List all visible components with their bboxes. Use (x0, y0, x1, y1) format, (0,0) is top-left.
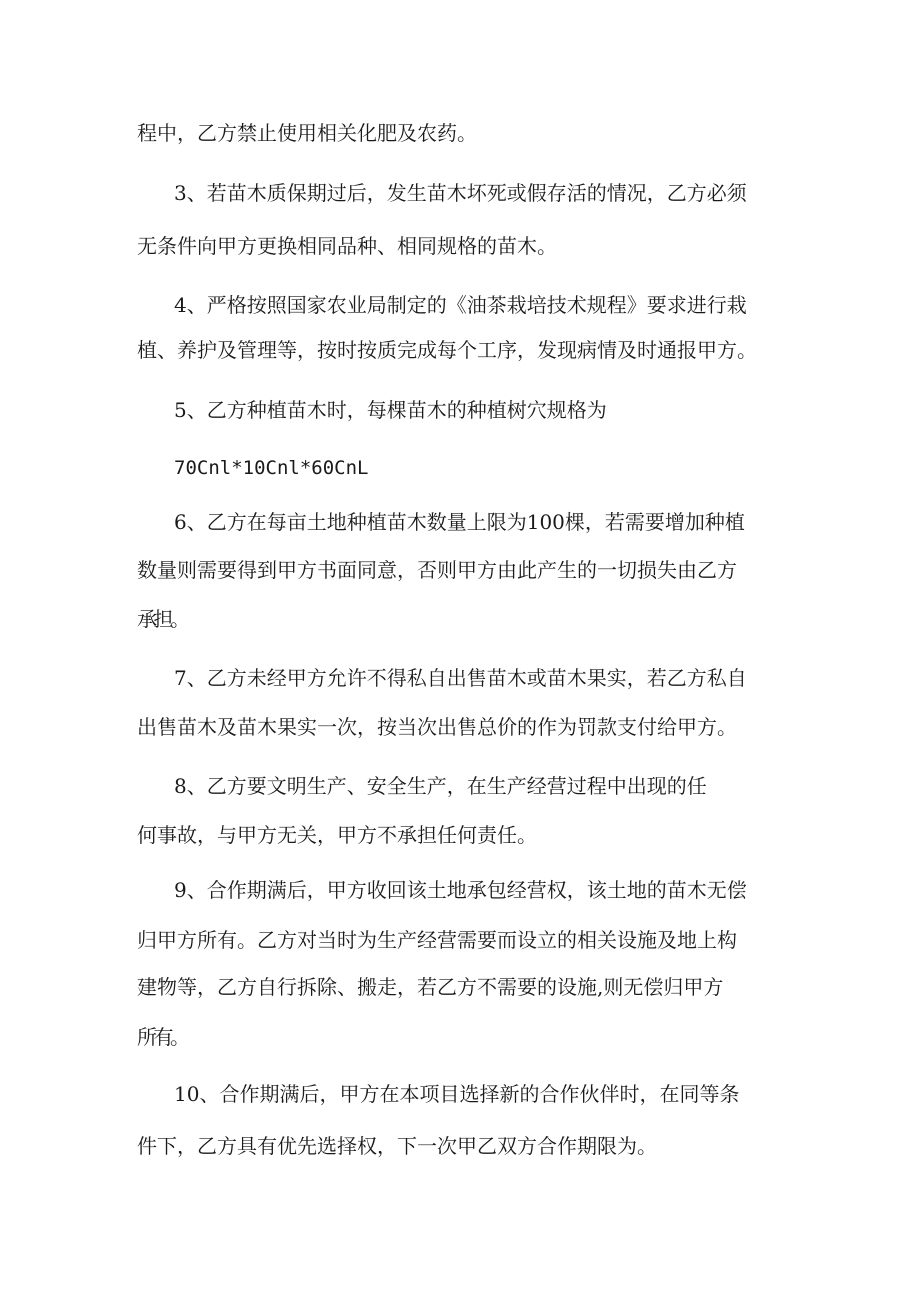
text-line: 7、乙方未经甲方允许不得私自出售苗木或苗木果实，若乙方私自 (174, 666, 747, 690)
text-line: 归甲方所有。乙方对当时为生产经营需要而设立的相关设施及地上构 (137, 928, 737, 952)
text-line: 植、养护及管理等，按时按质完成每个工序，发现病情及时通报甲方。 (137, 338, 757, 362)
text-line: 70Cnl*10Cnl*60CnL (174, 457, 369, 479)
text-line: 承担。 (137, 607, 187, 631)
text-line: 3、若苗木质保期过后，发生苗木坏死或假存活的情况，乙方必须 (174, 181, 747, 205)
text-line: 数量则需要得到甲方书面同意，否则甲方由此产生的一切损失由乙方 (137, 558, 737, 582)
text-line: 4、严格按照国家农业局制定的《油茶栽培技术规程》要求进行栽 (174, 293, 747, 317)
text-line: 出售苗木及苗木果实一次，按当次出售总价的作为罚款支付给甲方。 (137, 715, 737, 739)
text-line: 件下，乙方具有优先选择权，下一次甲乙双方合作期限为。 (137, 1134, 657, 1158)
text-line: 5、乙方种植苗木时，每棵苗木的种植树穴规格为 (174, 398, 607, 422)
text-line: 程中，乙方禁止使用相关化肥及农药。 (137, 121, 477, 145)
text-line: 所有。 (137, 1025, 187, 1049)
text-line: 10、合作期满后，甲方在本项目选择新的合作伙伴时，在同等条 (174, 1082, 740, 1106)
text-line: 6、乙方在每亩土地种植苗木数量上限为100棵，若需要增加种植 (174, 510, 745, 534)
text-line: 8、乙方要文明生产、安全生产，在生产经营过程中出现的任 (174, 774, 707, 798)
text-line: 无条件向甲方更换相同品种、相同规格的苗木。 (137, 234, 557, 258)
text-line: 何事故，与甲方无关，甲方不承担任何责任。 (137, 823, 537, 847)
text-line: 建物等，乙方自行拆除、搬走，若乙方不需要的设施,则无偿归甲方 (137, 975, 724, 999)
text-line: 9、合作期满后，甲方收回该土地承包经营权，该土地的苗木无偿 (174, 878, 747, 902)
